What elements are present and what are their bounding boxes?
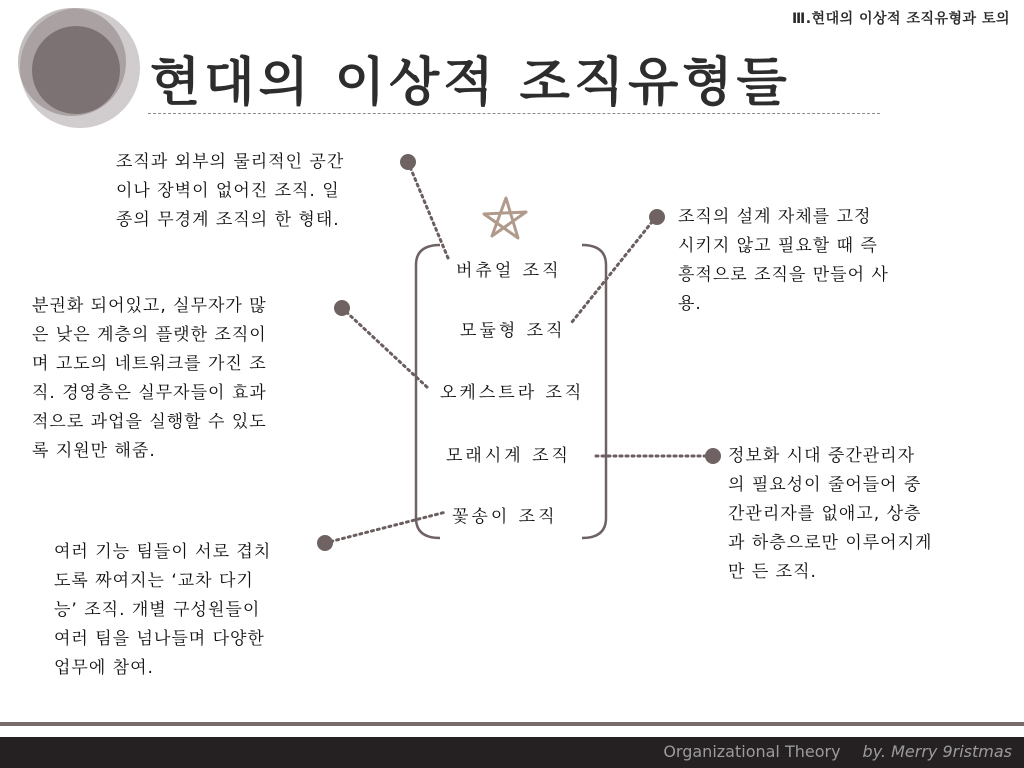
- note-virtual: [116, 148, 406, 235]
- star-icon: [484, 198, 526, 238]
- note-line: 이나 장벽이 없어진 조직. 일: [116, 181, 340, 201]
- note-line: 은 낮은 계층의 플랫한 조직이: [32, 325, 267, 345]
- connector-flower: [325, 512, 446, 543]
- note-line: 업무에 참여.: [54, 658, 154, 678]
- dot-modular: [649, 209, 665, 225]
- dot-orchestra: [334, 300, 350, 316]
- footer-text: [663, 738, 1012, 766]
- note-line: 의 필요성이 줄어들어 중: [728, 475, 922, 495]
- org-item-modular: 모듈형 조직: [460, 321, 566, 341]
- note-line: 종의 무경계 조직의 한 형태.: [116, 210, 340, 230]
- note-line: 과 하층으로만 이루어지게: [728, 533, 933, 553]
- footer-divider: [0, 722, 1024, 726]
- org-item-orchestra: 오케스트라 조직: [440, 383, 585, 403]
- note-line: 며 고도의 네트워크를 가진 조: [32, 354, 267, 374]
- connector-virtual: [408, 162, 448, 258]
- bracket-right: [582, 245, 606, 538]
- note-line: 정보화 시대 중간관리자: [728, 446, 916, 466]
- note-line: 록 지원만 해줌.: [32, 441, 156, 461]
- note-line: 용.: [678, 294, 702, 314]
- note-line: 적으로 과업을 실행할 수 있도: [32, 412, 267, 432]
- note-line: 여러 기능 팀들이 서로 겹치: [54, 542, 272, 562]
- note-line: 여러 팀을 넘나들며 다양한: [54, 629, 265, 649]
- note-line: 흥적으로 조직을 만들어 사: [678, 265, 889, 285]
- org-item-virtual: 버츄얼 조직: [456, 261, 562, 281]
- note-line: 조직과 외부의 물리적인 공간: [116, 152, 345, 172]
- note-modular: [678, 203, 928, 319]
- note-line: 만 든 조직.: [728, 562, 817, 582]
- org-item-flower: 꽃송이 조직: [452, 507, 558, 527]
- dot-hourglass: [705, 448, 721, 464]
- note-line: 능’ 조직. 개별 구성원들이: [54, 600, 261, 620]
- footer-author: by. Merry 9ristmas: [862, 742, 1012, 761]
- note-orchestra: [32, 292, 322, 466]
- connector-modular: [572, 217, 656, 322]
- org-item-hourglass: 모래시계 조직: [446, 446, 571, 466]
- note-line: 직. 경영층은 실무자들이 효과: [32, 383, 267, 403]
- note-line: 시키지 않고 필요할 때 즉: [678, 236, 878, 256]
- note-flower: [54, 538, 329, 683]
- bracket-left: [416, 245, 440, 538]
- note-line: 도록 짜여지는 ‘교차 다기: [54, 571, 254, 591]
- note-hourglass: [728, 442, 988, 587]
- section-title: Ⅲ.현대의 이상적 조직유형과 토의: [792, 11, 1010, 27]
- page-title: 현대의 이상적 조직유형들: [150, 53, 791, 113]
- note-line: 간관리자를 없애고, 상층: [728, 504, 922, 524]
- note-line: 분권화 되어있고, 실무자가 많: [32, 296, 267, 316]
- note-line: 조직의 설계 자체를 고정: [678, 207, 872, 227]
- footer-theme: Organizational Theory: [663, 742, 841, 761]
